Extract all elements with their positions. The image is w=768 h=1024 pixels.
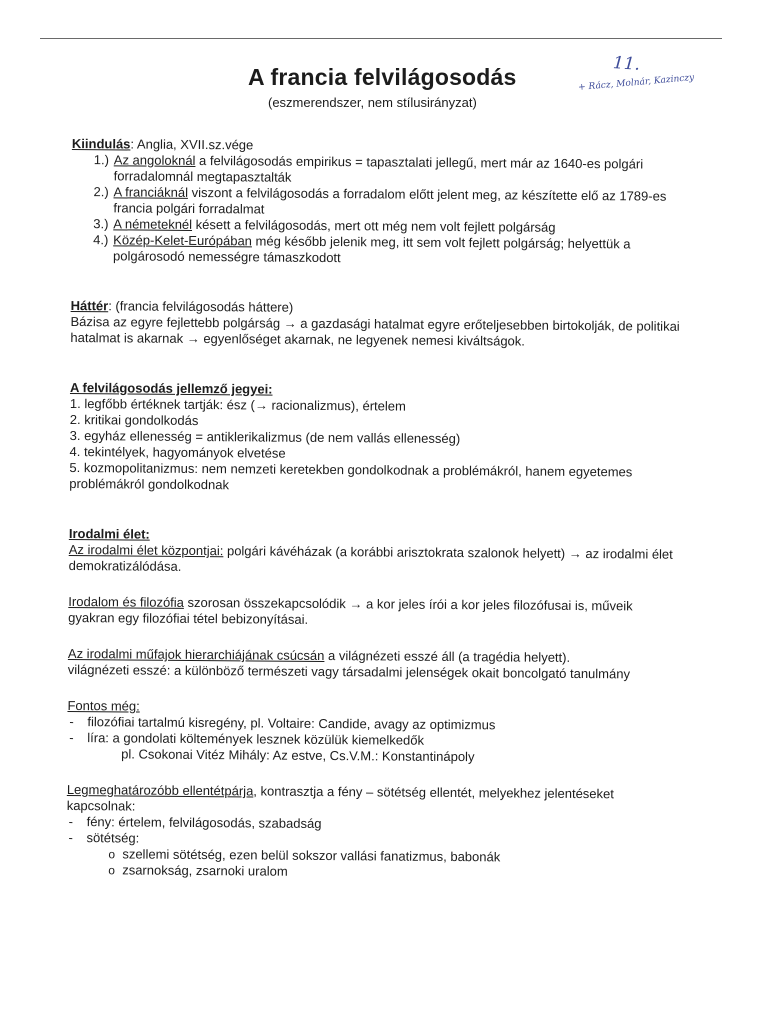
hatter-heading: Háttér [70,297,109,314]
top-border-line [40,38,722,39]
ellentet-lead: Legmeghatározóbb ellentétpárja [66,781,254,799]
ellentet-text: , kontrasztja a fény – sötétség ellentét, melyekhez jelentéseket kapcsolnak: [66,783,614,814]
ellentet-section [66,782,677,883]
item-number: 1.) [93,152,110,168]
kiindulas-heading: Kiindulás [71,136,131,152]
irodalmi-heading: Irodalmi élet: [68,525,150,542]
item-lead: A franciáknál [113,184,189,200]
item-lead: A németeknél [113,216,193,232]
list-item: - líra: a gondolati költemények lesznek közülük kiemelkedők [67,730,677,751]
list-item: 5. kozmopolitanizmus: nem nemzeti keretekben gondolkodnak a problémákról, hanem egyetemes problémákról gondolkodnak [69,459,633,493]
item-number: 2.) [93,184,109,200]
paragraph-text: polgári kávéházak (a korábbi arisztokrata szalonok helyett) → az irodalmi élet demokratizálódása. [68,543,673,574]
handwritten-page-number: 11. [612,53,641,75]
kiindulas-section [71,136,682,269]
list-item: 4. tekintélyek, hagyományok elvetése [69,443,286,461]
irodalmi-paragraph-3-line-2: világnézeti esszé: a különböző természeti vagy társadalmi jelenségek okait boncolgató tanulmány [67,661,631,682]
kiindulas-list [71,152,682,269]
item-lead: Közép-Kelet-Európában [113,232,253,249]
hatter-section [70,298,680,351]
paragraph-text: a világnézeti esszé áll (a tragédia helyett). [324,647,571,665]
item-text: még később jelenik meg, itt sem volt fejlett polgárság; helyettük a polgárosodó nemességre támaszkodott [113,233,631,266]
list-item: o zsarnokság, zsarnoki uralom [108,862,676,882]
irodalmi-paragraph-1 [69,542,679,579]
page-subtitle: (eszmerendszer, nem stílusirányzat) [268,95,477,110]
hatter-text: : (francia felvilágosodás háttere) [108,298,294,315]
item-lead: Az angoloknál [113,152,196,168]
irodalmi-section [68,526,679,683]
list-item: - sötétség: [66,830,676,851]
ellentet-intro [67,782,677,819]
fontos-section [67,698,677,767]
paragraph-lead: Az irodalmi élet központjai: [68,541,224,559]
paragraph-text: szorosan összekapcsolódik → a kor jeles írói a kor jeles filozófusai is, műveik gyakran egy filozófiai tétel bebizonyításai. [68,594,633,627]
paragraph-lead: Irodalom és filozófia [68,593,185,610]
list-item: - filozófiai tartalmú kisregény, pl. Voltaire: Candide, avagy az optimizmus [67,714,677,735]
list-item [72,152,682,189]
item-text: a felvilágosodás empirikus = tapasztalati jellegű, mert már az 1640-es polgári forradalomnál megtapasztalták [113,152,644,185]
item-number: 3.) [93,216,109,232]
list-item: 1. legfőbb értéknek tartják: ész (→ racionalizmus), értelem [69,395,406,414]
list-item: - fény: értelem, felvilágosodás, szabadság [67,814,677,835]
item-text: késett a felvilágosodás, mert ott még nem volt fejlett polgárság [192,216,556,235]
hatter-body: Bázisa az egyre fejlettebb polgárság → a gazdasági hatalmat egyre erőteljesebben birtokolják, de politikai hatalmat is akarnak → egyenlőséget akarnak, ne legyenek nemesi kiváltságok. [70,313,680,349]
item-text: viszont a felvilágosodás a forradalom előtt jelent meg, az készítette elő az 1789-es francia polgári forradalmat [113,184,667,217]
fontos-list [67,714,677,751]
irodalmi-paragraph-2 [68,594,678,631]
page-title: A francia felvilágosodás [248,64,517,90]
sotetseg-sublist [66,846,676,883]
kiindulas-text: : Anglia, XVII.sz.vége [130,136,254,153]
list-item: 2. kritikai gondolkodás [69,411,199,429]
list-item [71,232,681,269]
list-item: o szellemi sötétség, ezen belül sokszor vallási fanatizmus, babonák [108,846,676,866]
fontos-heading: Fontos még: [67,697,140,714]
list-item: 3. egyház ellenesség = antiklerikalizmus (de nem vallás ellenesség) [69,427,461,447]
list-item [71,184,681,221]
jegyek-heading: A felvilágosodás jellemző jegyei: [69,379,273,397]
paragraph-lead: Az irodalmi műfajok hierarchiájának csúcsán [67,645,325,663]
document-body [66,136,682,883]
ellentet-list [66,814,676,851]
item-number: 4.) [93,232,109,248]
handwritten-margin-note: + Rácz, Molnár, Kazinczy [577,72,695,94]
fontos-example: pl. Csokonai Vitéz Mihály: Az estve, Cs.V.M.: Konstantinápoly [121,746,475,765]
jegyek-section [69,380,680,497]
